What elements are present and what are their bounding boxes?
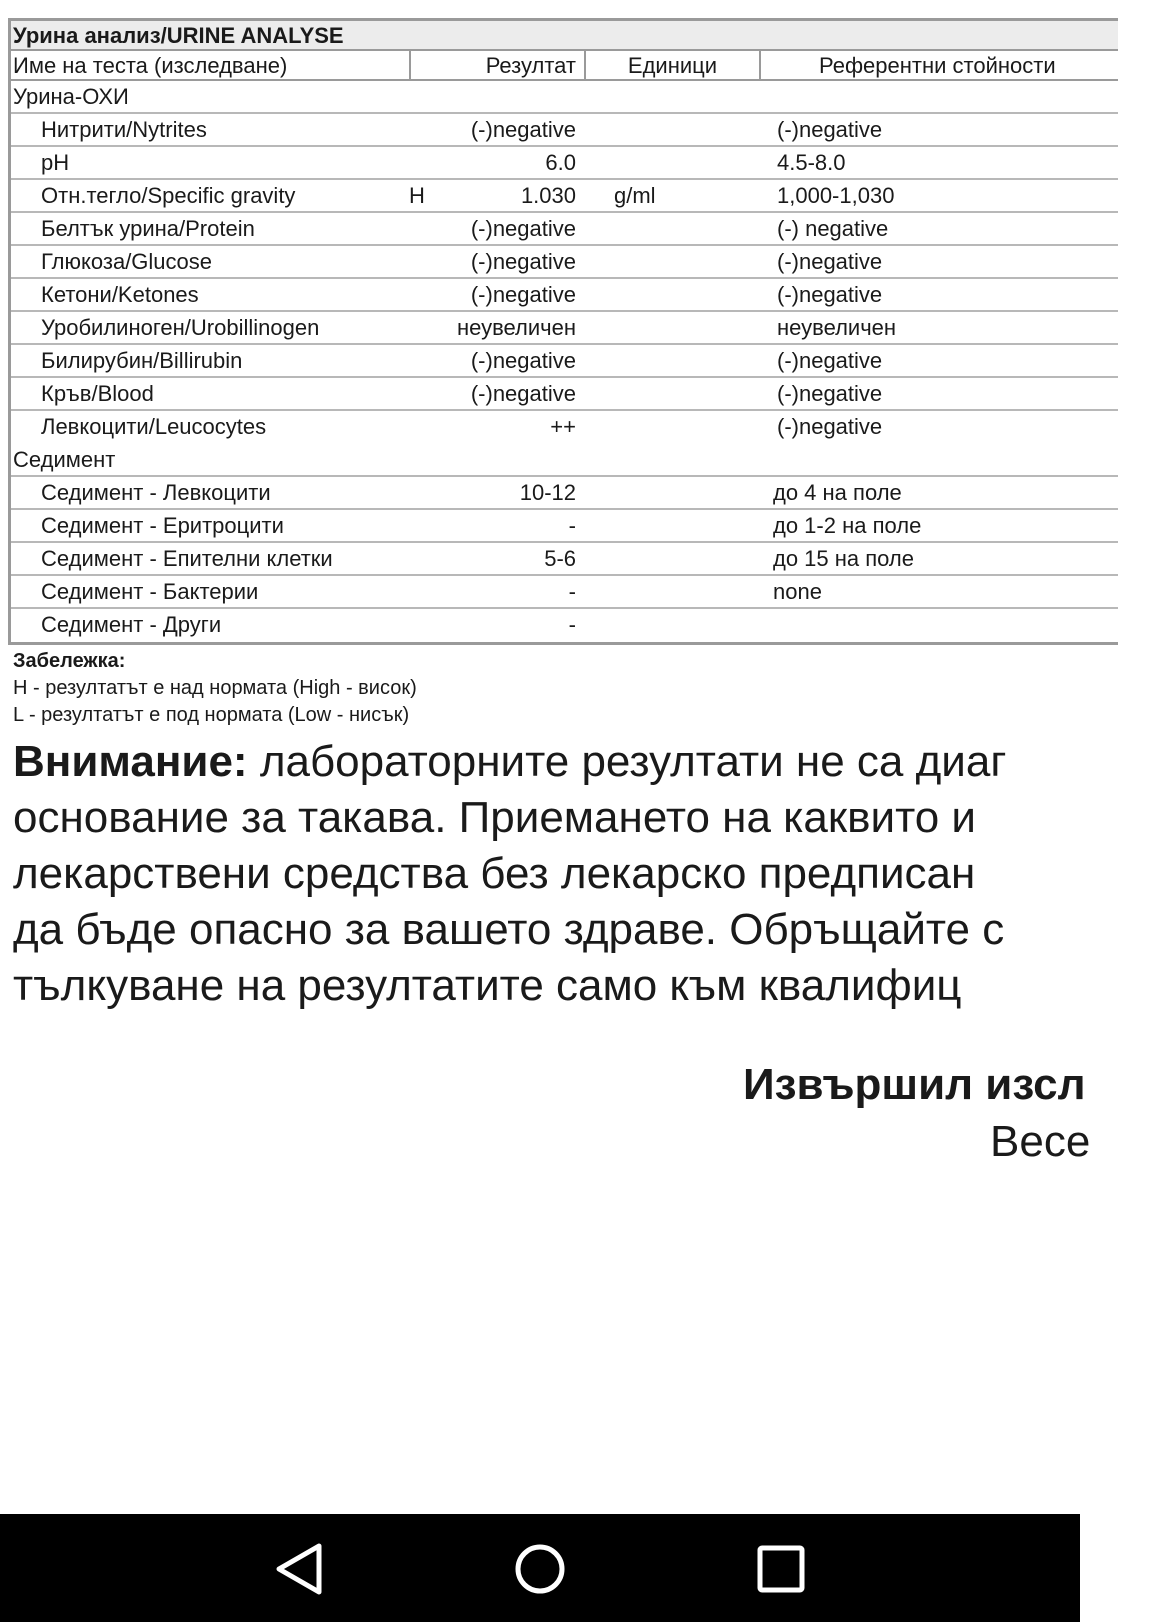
- test-name: pH: [41, 150, 70, 175]
- header-units: Единици: [586, 51, 761, 79]
- reference-range: (-) negative: [777, 216, 889, 241]
- test-name: Белтък урина/Protein: [41, 216, 255, 241]
- test-name: Седимент - Други: [41, 612, 222, 637]
- performed-by-name: Весе: [990, 1117, 1091, 1166]
- test-name: Нитрити/Nytrites: [41, 117, 207, 142]
- table-row: [11, 378, 1118, 411]
- circle-home-icon[interactable]: [505, 1534, 575, 1604]
- note-title: Забележка:: [13, 650, 126, 672]
- warning-line-2: основание за такава. Приемането на каквито и: [13, 793, 976, 842]
- table-header: [11, 51, 1118, 81]
- table-row: [11, 510, 1118, 543]
- reference-range: (-)negative: [777, 381, 883, 406]
- test-result: неувеличен: [456, 315, 576, 340]
- table-row: [11, 147, 1118, 180]
- warning-line-4: да бъде опасно за вашето здраве. Обръщайте с: [13, 905, 1005, 954]
- table-row: [11, 345, 1118, 378]
- test-name: Уробилиноген/Urobillinogen: [41, 315, 320, 340]
- test-result: -: [568, 612, 576, 637]
- group-label: Урина-ОХИ: [13, 84, 129, 109]
- warning-line-3: лекарствени средства без лекарско предписан: [13, 849, 976, 898]
- group-row-sediment: [11, 444, 1118, 477]
- header-reference: Референтни стойности: [819, 53, 1056, 78]
- table-row: [11, 312, 1118, 345]
- test-result: (-)negative: [470, 348, 576, 373]
- warning-line-1: [13, 734, 1153, 790]
- reference-range: неувеличен: [777, 315, 897, 340]
- test-result: 1.030: [520, 183, 576, 208]
- test-name: Седимент - Епителни клетки: [41, 546, 333, 571]
- urine-results-table: [8, 18, 1118, 645]
- triangle-back-icon[interactable]: [264, 1534, 334, 1604]
- table-row: [11, 279, 1118, 312]
- warning-label: Внимание:: [13, 737, 248, 786]
- square-recent-icon[interactable]: [746, 1534, 816, 1604]
- test-result: ++: [550, 414, 576, 439]
- reference-range: (-)negative: [777, 414, 883, 439]
- test-result: (-)negative: [470, 282, 576, 307]
- reference-range: (-)negative: [777, 348, 883, 373]
- test-name: Глюкоза/Glucose: [41, 249, 213, 274]
- test-name: Седимент - Левкоцити: [41, 480, 271, 505]
- performed-by-title: Извършил изсл: [743, 1060, 1086, 1109]
- reference-range: до 1-2 на поле: [773, 513, 922, 538]
- reference-range: none: [773, 579, 822, 604]
- header-test-name: Име на теста (изследване): [11, 51, 411, 79]
- warning-paragraph: [13, 734, 1153, 1014]
- header-result: Резултат: [411, 51, 586, 79]
- table-row: [11, 114, 1118, 147]
- reference-range: (-)negative: [777, 249, 883, 274]
- test-result: 5-6: [544, 546, 576, 571]
- table-row: [11, 609, 1118, 642]
- test-result: (-)negative: [470, 381, 576, 406]
- reference-range: (-)negative: [777, 282, 883, 307]
- test-name: Билирубин/Billirubin: [41, 348, 243, 373]
- result-flag: H: [409, 183, 425, 208]
- test-name: Седимент - Бактерии: [41, 579, 259, 604]
- test-result: -: [568, 579, 576, 604]
- test-name: Кръв/Blood: [41, 381, 154, 406]
- table-row: [11, 180, 1118, 213]
- note-high-line: H - резултатът е над нормата (High - висок): [13, 677, 417, 699]
- reference-range: до 4 на поле: [773, 480, 902, 505]
- test-name: Седимент - Еритроцити: [41, 513, 284, 538]
- table-row: [11, 213, 1118, 246]
- test-units: g/ml: [614, 183, 656, 208]
- test-result: 6.0: [545, 150, 576, 175]
- reference-range: до 15 на поле: [773, 546, 915, 571]
- warning-text: лабораторните резултати не са диаг: [259, 737, 1007, 786]
- test-result: -: [568, 513, 576, 538]
- group-row-oxi: [11, 81, 1118, 114]
- test-name: Кетони/Ketones: [41, 282, 199, 307]
- group-label: Седимент: [13, 447, 116, 472]
- test-name: Левкоцити/Leucocytes: [41, 414, 267, 439]
- table-row: [11, 576, 1118, 609]
- note-low-line: L - резултатът е под нормата (Low - нисък): [13, 704, 410, 726]
- table-row: [11, 477, 1118, 510]
- reference-range: 1,000-1,030: [777, 183, 895, 208]
- reference-range: (-)negative: [777, 117, 883, 142]
- test-result: (-)negative: [470, 117, 576, 142]
- note-block: [13, 648, 417, 729]
- test-name: Отн.тегло/Specific gravity: [41, 183, 296, 208]
- test-result: (-)negative: [470, 249, 576, 274]
- warning-line-5: тълкуване на резултатите само към квалифиц: [13, 961, 962, 1010]
- android-navigation-bar: [0, 1514, 1080, 1622]
- reference-range: 4.5-8.0: [777, 150, 846, 175]
- test-result: 10-12: [519, 480, 576, 505]
- table-row: [11, 543, 1118, 576]
- table-row: [11, 246, 1118, 279]
- table-title: Урина анализ/URINE ANALYSE: [11, 21, 1118, 51]
- test-result: (-)negative: [470, 216, 576, 241]
- table-row: [11, 411, 1118, 444]
